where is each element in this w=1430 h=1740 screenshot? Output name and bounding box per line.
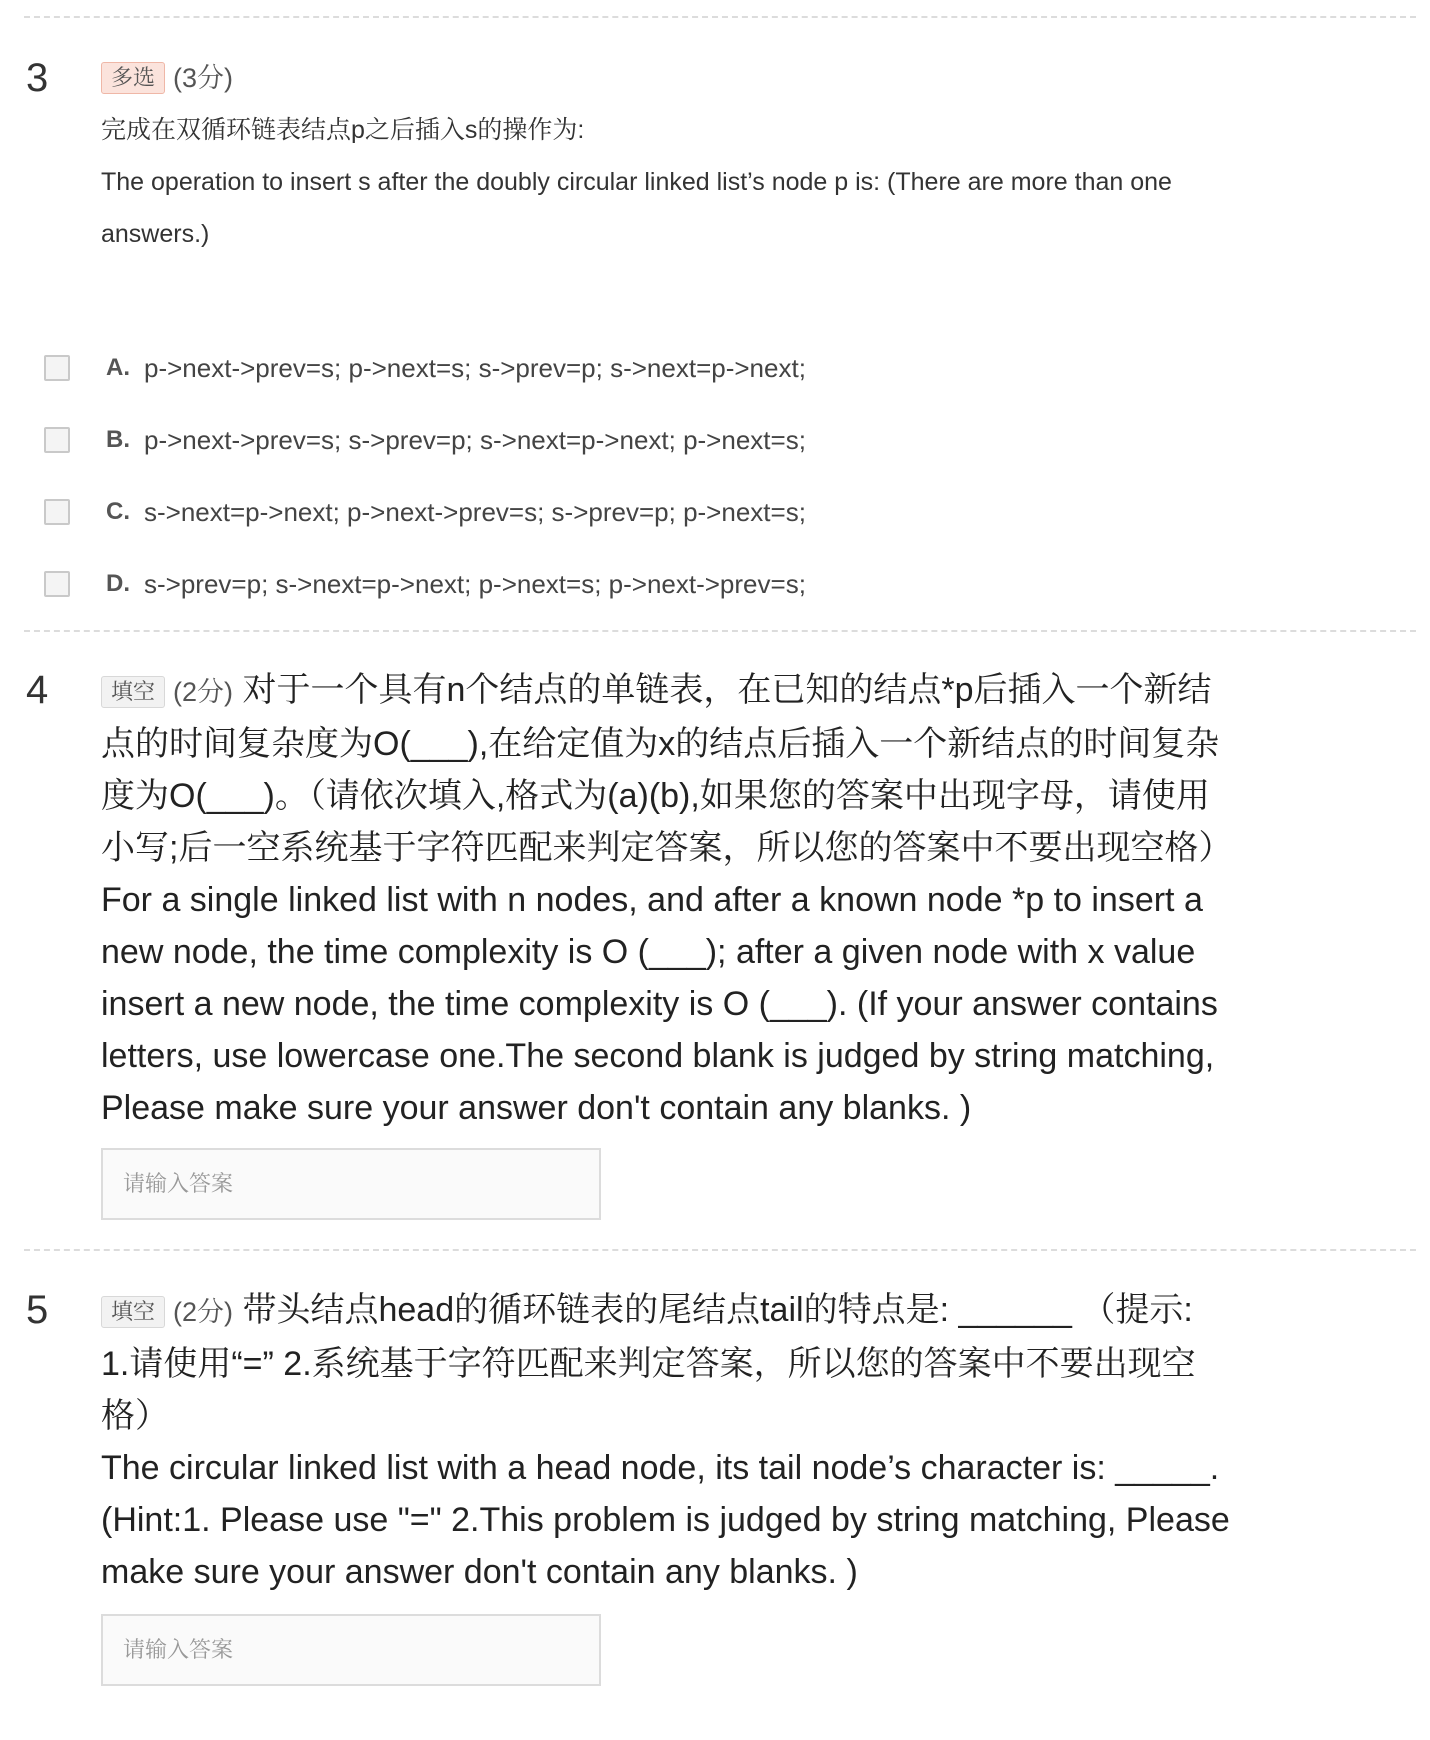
question-first-line (101, 664, 1301, 718)
question-text: insert a new node, the time complexity is O (___). (If your answer contains (101, 985, 1218, 1024)
question-text-en: answers.) (101, 220, 210, 248)
checkbox[interactable] (44, 499, 70, 525)
option-b[interactable] (44, 404, 1344, 476)
question-points: (2分) (173, 1297, 234, 1328)
question-text: The circular linked list with a head node, its tail node’s character is: _____. (101, 1449, 1220, 1488)
question-type-badge: 填空 (101, 1296, 165, 1328)
question-first-line (101, 1284, 1301, 1338)
question-body (101, 664, 1301, 1134)
question-number: 5 (26, 1288, 49, 1332)
options-list (44, 332, 1344, 620)
option-text: s->next=p->next; p->next->prev=s; s->prev=p; p->next=s; (144, 496, 806, 527)
option-text: p->next->prev=s; s->prev=p; s->next=p->next; p->next=s; (144, 424, 806, 455)
option-letter: A. (106, 354, 130, 381)
option-a[interactable] (44, 332, 1344, 404)
question-points: (2分) (173, 677, 234, 708)
question-text: 带头结点head的循环链表的尾结点tail的特点是: ______ （提示: (242, 1291, 1193, 1329)
option-letter: B. (106, 426, 130, 453)
question-text: Please make sure your answer don't contain any blanks. ) (101, 1089, 972, 1128)
question-text: new node, the time complexity is O (___); after a given node with x value (101, 933, 1196, 972)
question-type-badge: 填空 (101, 676, 165, 708)
checkbox[interactable] (44, 355, 70, 381)
checkbox[interactable] (44, 427, 70, 453)
question-number: 3 (26, 56, 49, 100)
question-header (101, 52, 1301, 104)
option-letter: D. (106, 570, 130, 597)
question-number: 4 (26, 668, 49, 712)
question-text: make sure your answer don't contain any blanks. ) (101, 1553, 858, 1592)
option-letter: C. (106, 498, 130, 525)
option-text: s->prev=p; s->next=p->next; p->next=s; p->next->prev=s; (144, 568, 806, 599)
question-text: 对于一个具有n个结点的单链表，在已知的结点*p后插入一个新结 (242, 671, 1212, 709)
divider (24, 630, 1416, 632)
question-text: 1.请使用“=” 2.系统基于字符匹配来判定答案，所以您的答案中不要出现空 (101, 1345, 1196, 1384)
question-text: 度为O(___)。（请依次填入,格式为(a)(b),如果您的答案中出现字母，请使用 (101, 777, 1210, 816)
question-text: 格） (101, 1397, 169, 1436)
question-text-cn: 完成在双循环链表结点p之后插入s的操作为: (101, 116, 585, 144)
question-type-badge: 多选 (101, 62, 165, 94)
option-text: p->next->prev=s; p->next=s; s->prev=p; s->next=p->next; (144, 352, 806, 383)
question-text: (Hint:1. Please use "=" 2.This problem is judged by string matching, Please (101, 1501, 1230, 1540)
question-text: 小写;后一空系统基于字符匹配来判定答案，所以您的答案中不要出现空格） (101, 829, 1233, 868)
option-c[interactable] (44, 476, 1344, 548)
option-d[interactable] (44, 548, 1344, 620)
divider-top (24, 16, 1416, 18)
answer-input[interactable] (101, 1148, 601, 1220)
question-text: letters, use lowercase one.The second blank is judged by string matching, (101, 1037, 1215, 1076)
answer-input[interactable] (101, 1614, 601, 1686)
question-text: 点的时间复杂度为O(___),在给定值为x的结点后插入一个新结点的时间复杂 (101, 725, 1220, 764)
question-text-en: The operation to insert s after the doubly circular linked list’s node p is: (There are more than one (101, 168, 1172, 196)
question-body (101, 52, 1301, 260)
divider (24, 1249, 1416, 1251)
question-text: For a single linked list with n nodes, and after a known node *p to insert a (101, 881, 1203, 920)
question-body (101, 1284, 1301, 1598)
checkbox[interactable] (44, 571, 70, 597)
question-points: (3分) (173, 63, 234, 93)
